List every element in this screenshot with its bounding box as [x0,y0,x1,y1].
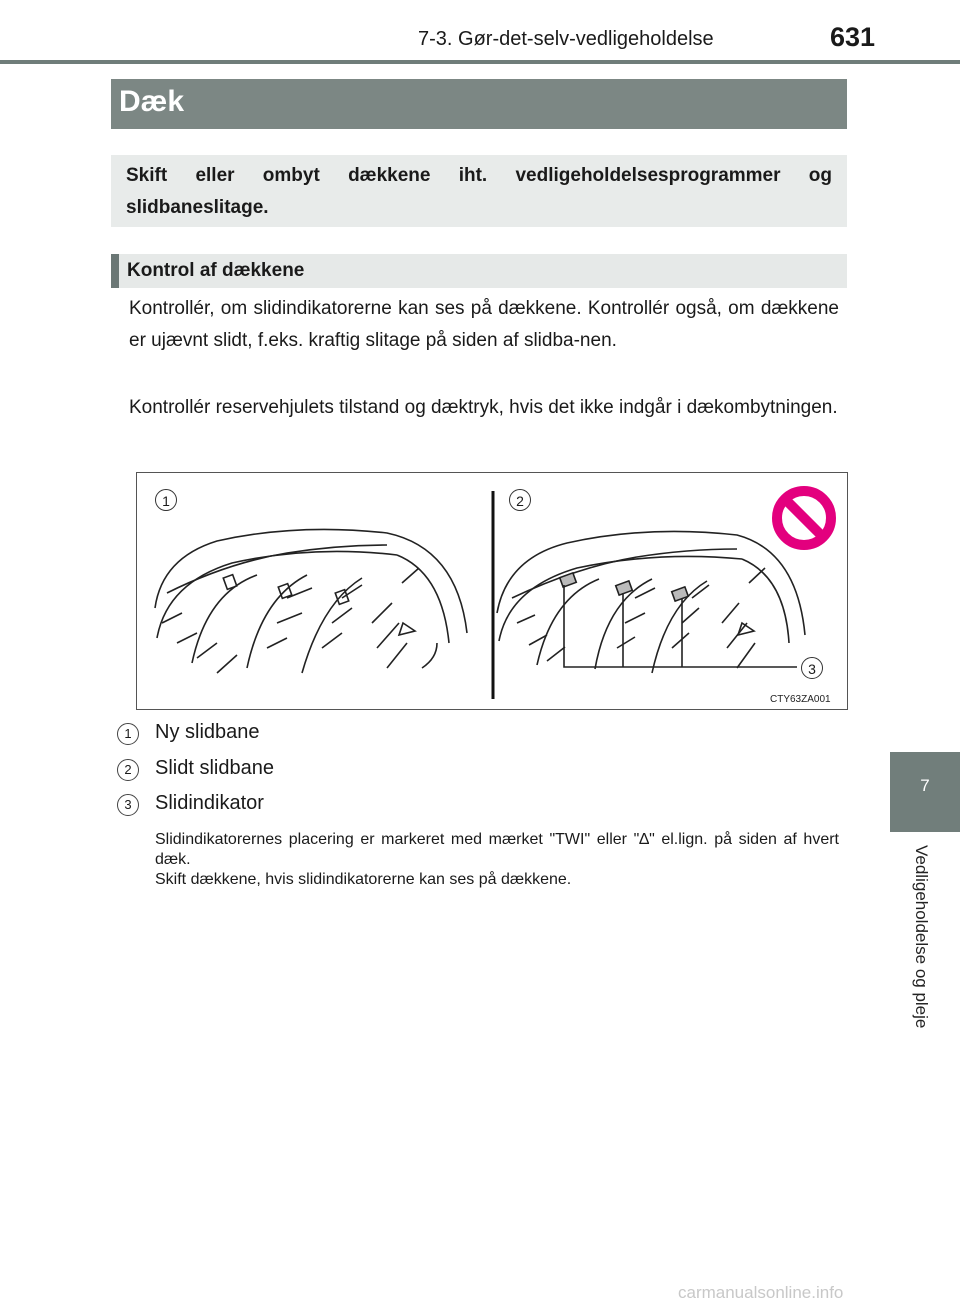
intro-box [111,155,847,227]
subheading: Kontrol af dækkene [127,260,305,281]
header-rule [0,60,960,64]
legend-number: 2 [117,759,139,781]
chapter-title: Vedligeholdelse og pleje [912,845,931,1029]
page-number: 631 [830,22,876,52]
tire-illustration [137,473,847,709]
title-bar [111,79,847,129]
legend-text: Slidt slidbane [155,757,274,779]
worn-tread-tire [497,531,805,673]
figure-code: CTY63ZA001 [770,694,831,705]
callout-1: 1 [155,489,177,511]
legend-text: Ny slidbane [155,721,260,743]
paragraph-2: Kontrollér reservehjulets tilstand og dæktryk, hvis det ikke indgår i dækombytningen. [129,397,838,418]
paragraph-1: Kontrollér, om slidindikatorerne kan ses på dækkene. Kontrollér også, om dækkene er ujævnt slidt, f.eks. kraftig slitage på siden af slidba-nen. [129,298,839,351]
tire-figure [136,472,848,710]
legend-number: 3 [117,794,139,816]
chapter-tab [890,752,960,832]
watermark: carmanualsonline.info [678,1283,844,1302]
subheading-accent [111,254,119,288]
chapter-side-label [897,845,929,1065]
note-line-1: Slidindikatorernes placering er markeret med mærket "TWI" eller "∆" el.lign. på siden af hvert dæk. [155,831,839,868]
legend-text: Slidindikator [155,792,264,814]
note-line-2: Skift dækkene, hvis slidindikatorerne kan ses på dækkene. [155,871,572,888]
new-tread-tire [155,529,467,673]
page-title: Dæk [119,85,185,118]
callout-3: 3 [801,657,823,679]
header-section-title: 7-3. Gør-det-selv-vedligeholdelse [418,28,714,50]
note [155,830,839,890]
intro-text: Skift eller ombyt dækkene iht. vedligeholdelsesprogrammer og slidbaneslitage. [126,165,832,218]
chapter-number: 7 [920,776,930,795]
legend-number: 1 [117,723,139,745]
subheading-bar [111,254,847,288]
callout-2: 2 [509,489,531,511]
prohibited-icon [777,491,831,545]
